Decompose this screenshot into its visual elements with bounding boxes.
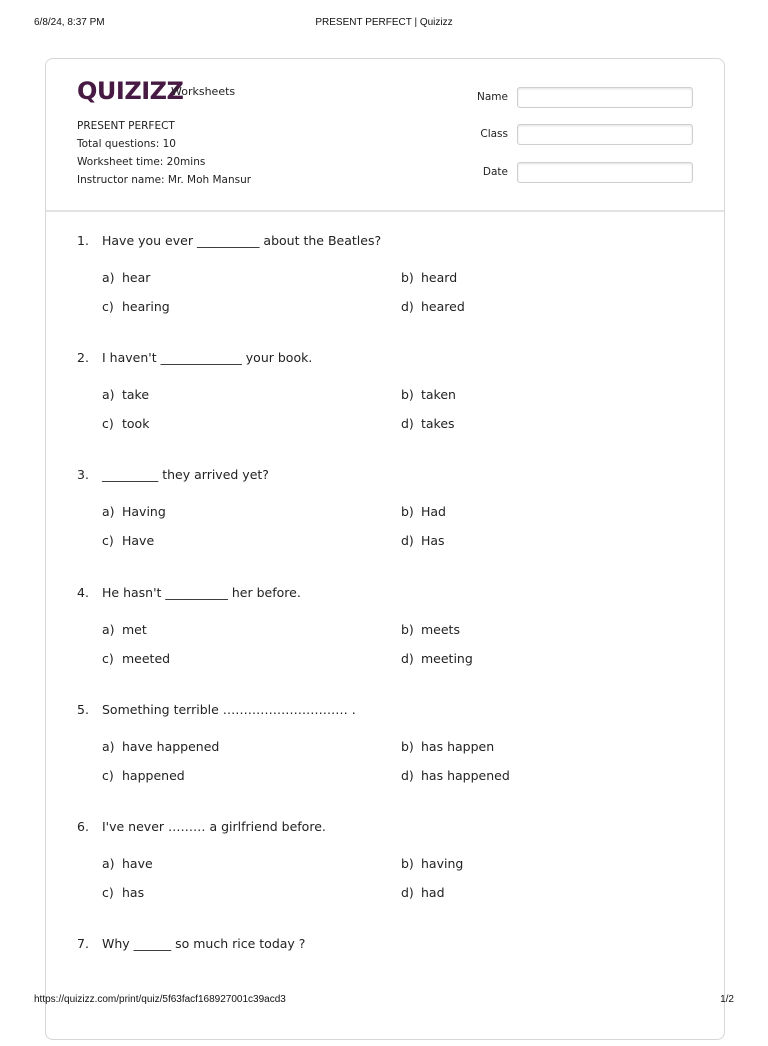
answer-option <box>401 387 456 402</box>
option-letter: c) <box>102 651 114 666</box>
answer-option <box>102 416 149 431</box>
print-header <box>34 17 734 31</box>
answer-option <box>401 885 445 900</box>
answer-option <box>102 270 150 285</box>
option-text: heard <box>421 270 458 285</box>
option-letter: d) <box>401 885 414 900</box>
question-number: 3. <box>77 467 89 482</box>
print-url: https://quizizz.com/print/quiz/5f63facf168927001c39acd3 <box>34 994 286 1005</box>
option-text: hear <box>122 270 151 285</box>
option-text: hearing <box>122 299 170 314</box>
worksheet-card <box>45 58 725 1040</box>
answer-option <box>102 299 170 314</box>
option-letter: c) <box>102 533 114 548</box>
answer-option <box>401 533 445 548</box>
option-text: meeted <box>122 651 171 666</box>
option-text: took <box>122 416 150 431</box>
question-number: 7. <box>77 936 89 951</box>
class-field[interactable] <box>517 124 693 145</box>
date-field[interactable] <box>517 162 693 183</box>
option-text: Has <box>421 533 445 548</box>
instructor-name: Instructor name: Mr. Moh Mansur <box>77 174 252 186</box>
option-letter: c) <box>102 885 114 900</box>
option-text: Having <box>122 504 166 519</box>
option-letter: a) <box>102 270 115 285</box>
option-text: takes <box>421 416 455 431</box>
option-letter: a) <box>102 504 115 519</box>
question-number: 6. <box>77 819 89 834</box>
option-letter: a) <box>102 387 115 402</box>
question-6 <box>77 819 697 929</box>
question-number: 5. <box>77 702 89 717</box>
option-text: happened <box>122 768 185 783</box>
option-text: has <box>122 885 145 900</box>
worksheet-meta <box>77 119 251 191</box>
question-text: Why ______ so much rice today ? <box>102 936 306 951</box>
option-text: met <box>122 622 147 637</box>
print-datetime: 6/8/24, 8:37 PM <box>34 17 105 28</box>
answer-option <box>401 739 494 754</box>
option-letter: d) <box>401 533 414 548</box>
option-text: having <box>421 856 464 871</box>
option-text: take <box>122 387 150 402</box>
print-footer <box>34 994 734 1008</box>
option-text: meeting <box>421 651 473 666</box>
option-text: has happen <box>421 739 495 754</box>
option-letter: a) <box>102 622 115 637</box>
answer-option <box>102 504 166 519</box>
option-letter: b) <box>401 270 414 285</box>
option-letter: b) <box>401 856 414 871</box>
option-text: meets <box>421 622 460 637</box>
print-page-number: 1/2 <box>720 994 734 1005</box>
option-text: Have <box>122 533 155 548</box>
answer-option <box>102 856 153 871</box>
question-7 <box>77 936 697 1046</box>
answer-option <box>102 622 147 637</box>
option-text: Had <box>421 504 446 519</box>
quizizz-logo: QUIZIZZ <box>77 77 184 105</box>
answer-option <box>102 768 185 783</box>
option-letter: a) <box>102 739 115 754</box>
question-2 <box>77 350 697 460</box>
answer-option <box>401 651 473 666</box>
option-letter: d) <box>401 651 414 666</box>
answer-option <box>102 651 170 666</box>
question-number: 4. <box>77 585 89 600</box>
option-text: heared <box>421 299 465 314</box>
question-3 <box>77 467 697 577</box>
question-text: Have you ever __________ about the Beatles? <box>102 233 382 248</box>
option-letter: b) <box>401 622 414 637</box>
question-text: I haven't _____________ your book. <box>102 350 313 365</box>
question-text: _________ they arrived yet? <box>102 467 269 482</box>
option-letter: a) <box>102 856 115 871</box>
option-letter: d) <box>401 768 414 783</box>
answer-option <box>102 885 144 900</box>
worksheet-title: PRESENT PERFECT <box>77 120 175 132</box>
option-text: has happened <box>421 768 510 783</box>
print-page-title: PRESENT PERFECT | Quizizz <box>315 17 453 28</box>
answer-option <box>401 504 446 519</box>
answer-option <box>401 768 510 783</box>
option-letter: c) <box>102 416 114 431</box>
name-field[interactable] <box>517 87 693 108</box>
date-label: Date <box>482 166 508 178</box>
question-text: Something terrible ………………………… . <box>102 702 356 717</box>
answer-option <box>401 270 457 285</box>
question-5 <box>77 702 697 812</box>
worksheet-time: Worksheet time: 20mins <box>77 156 206 168</box>
question-number: 1. <box>77 233 89 248</box>
option-letter: b) <box>401 387 414 402</box>
question-number: 2. <box>77 350 89 365</box>
option-text: had <box>421 885 445 900</box>
answer-option <box>102 739 219 754</box>
option-letter: c) <box>102 768 114 783</box>
option-letter: d) <box>401 299 414 314</box>
question-4 <box>77 585 697 695</box>
worksheet-header <box>46 59 724 212</box>
answer-option <box>401 856 463 871</box>
question-text: I've never ……… a girlfriend before. <box>102 819 326 834</box>
option-text: have happened <box>122 739 220 754</box>
question-text: He hasn't __________ her before. <box>102 585 301 600</box>
answer-option <box>401 622 460 637</box>
class-label: Class <box>480 128 508 140</box>
name-label: Name <box>477 91 508 103</box>
option-letter: c) <box>102 299 114 314</box>
option-letter: d) <box>401 416 414 431</box>
answer-option <box>401 299 465 314</box>
option-letter: b) <box>401 739 414 754</box>
answer-option <box>102 533 154 548</box>
option-letter: b) <box>401 504 414 519</box>
answer-option <box>102 387 149 402</box>
question-1 <box>77 233 697 343</box>
option-text: have <box>122 856 153 871</box>
answer-option <box>401 416 455 431</box>
logo-subtitle: Worksheets <box>171 85 236 98</box>
total-questions: Total questions: 10 <box>77 138 176 150</box>
option-text: taken <box>421 387 456 402</box>
